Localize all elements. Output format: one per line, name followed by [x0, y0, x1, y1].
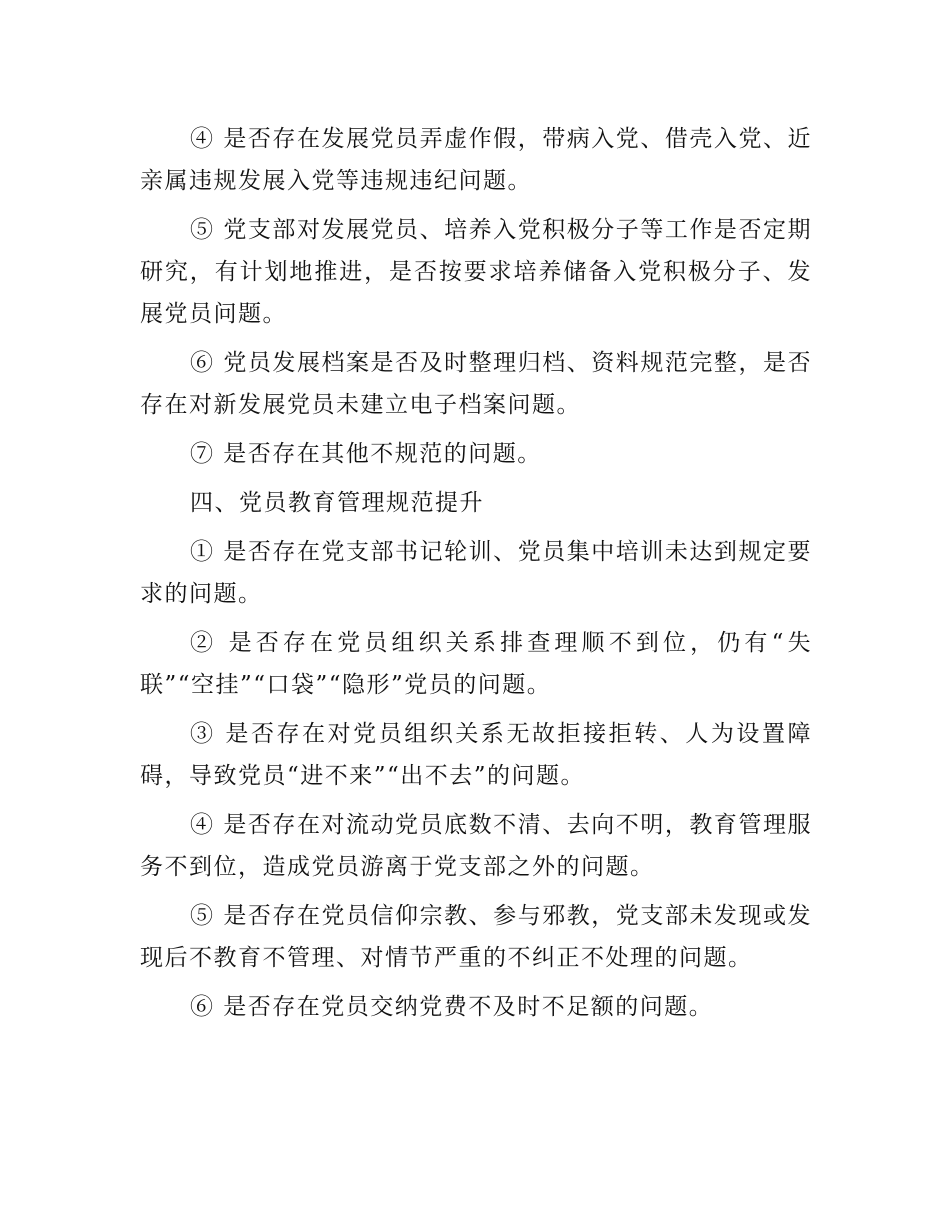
- section-heading-four: 四、党员教育管理规范提升: [190, 490, 484, 516]
- paragraph-item-4-mobile-members: ④ 是否存在对流动党员底数不清、去向不明，教育管理服务不到位，造成党员游离于党支部之外的问题。: [140, 812, 812, 880]
- paragraph-item-5-study-plan: ⑤ 党支部对发展党员、培养入党积极分子等工作是否定期研究，有计划地推进，是否按要求培养储备入党积极分子、发展党员问题。: [140, 217, 812, 327]
- paragraph-item-4-fraud: ④ 是否存在发展党员弄虚作假，带病入党、借壳入党、近亲属违规发展入党等违规违纪问题。: [140, 126, 812, 194]
- paragraph-item-2-relations: ② 是否存在党员组织关系排查理顺不到位，仍有“失联”“空挂”“口袋”“隐形”党员的问题。: [140, 630, 812, 698]
- paragraph-item-6-dues: ⑥ 是否存在党员交纳党费不及时不足额的问题。: [190, 994, 714, 1020]
- document-body: [140, 118, 812, 1035]
- paragraph-item-3-transfer: ③ 是否存在对党员组织关系无故拒接拒转、人为设置障碍，导致党员“进不来”“出不去”的问题。: [140, 721, 812, 789]
- paragraph-item-5-religion: ⑤ 是否存在党员信仰宗教、参与邪教，党支部未发现或发现后不教育不管理、对情节严重的不纠正不处理的问题。: [140, 903, 812, 971]
- paragraph-item-6-archives: ⑥ 党员发展档案是否及时整理归档、资料规范完整，是否存在对新发展党员未建立电子档案问题。: [140, 350, 812, 418]
- paragraph-item-1-training: ① 是否存在党支部书记轮训、党员集中培训未达到规定要求的问题。: [140, 539, 812, 607]
- paragraph-item-7-other: ⑦ 是否存在其他不规范的问题。: [190, 441, 542, 467]
